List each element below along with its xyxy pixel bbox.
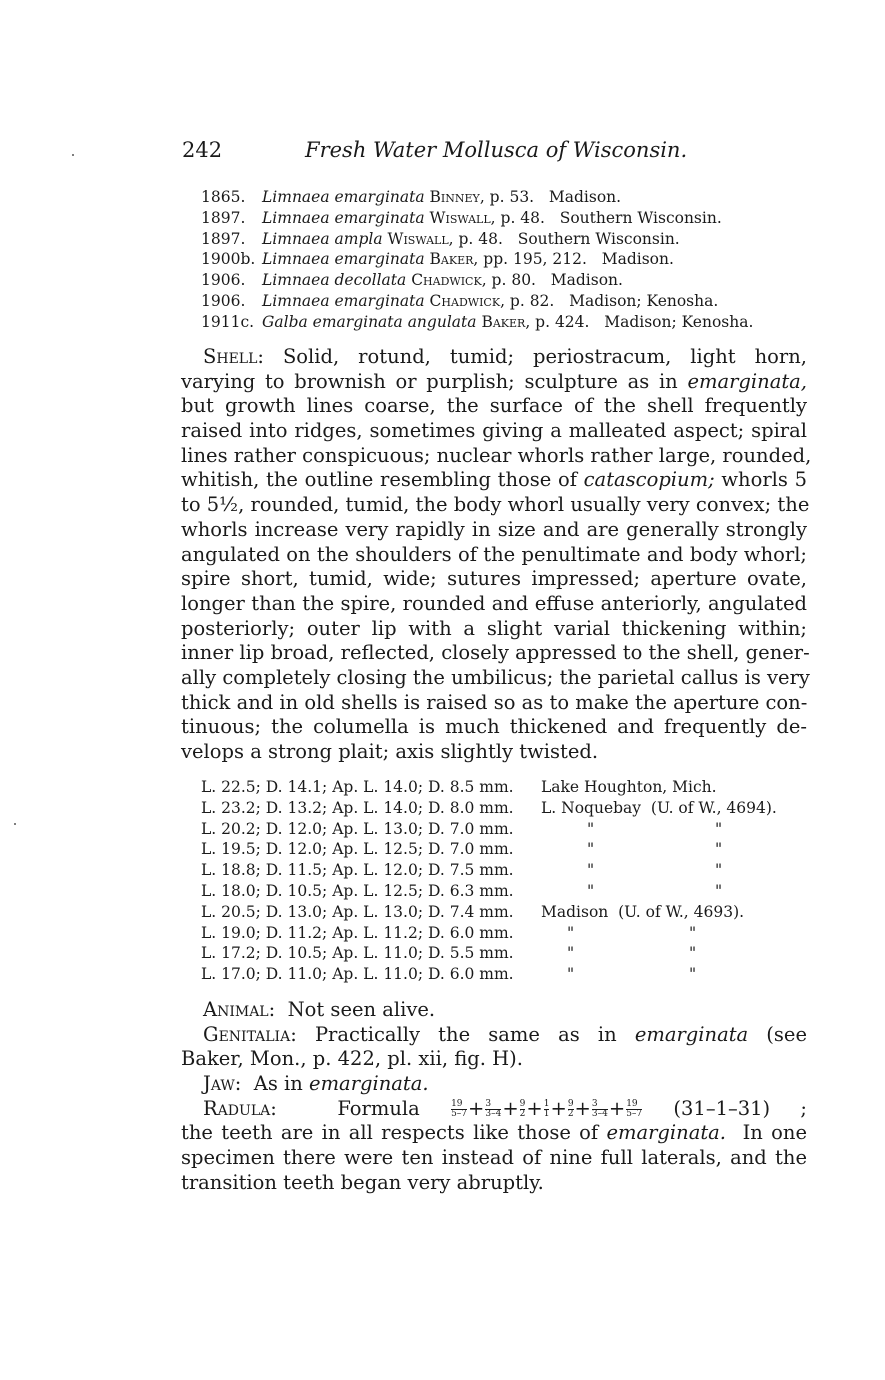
text-line: longer than the spire, rounded and effuse anteriorly, angulated <box>181 591 807 615</box>
line-text: Not seen alive. <box>287 998 436 1021</box>
formula-fraction: $\frac{3}{3-4}$ <box>485 1098 502 1119</box>
measurement-row <box>201 839 811 860</box>
locality: Lake Houghton, Mich. <box>541 778 717 796</box>
synonymy-entry <box>201 270 811 291</box>
author: Wiswall <box>429 208 491 227</box>
ditto-mark: " <box>715 819 723 838</box>
text-line: posteriorly; outer lip with a slight varial thickening within; <box>181 616 807 640</box>
formula-fraction: $\frac{19}{5-7}$ <box>451 1098 468 1119</box>
formula-fraction: $\frac{1}{1}$ <box>543 1098 550 1119</box>
line-text: whorls 5 <box>714 468 807 492</box>
reference: , p. 48. Southern Wisconsin. <box>448 229 680 248</box>
section-label: Radula: <box>203 1096 277 1120</box>
taxon-name: Galba emarginata angulata <box>262 312 477 331</box>
ditto-mark: " <box>689 965 697 984</box>
measurement-values: L. 17.0; D. 11.0; Ap. L. 11.0; D. 6.0 mm. <box>201 965 514 984</box>
section-label: Genitalia: <box>203 1022 297 1046</box>
measurement-row <box>201 819 811 840</box>
italic-term: catascopium; <box>583 468 715 492</box>
author: Wiswall <box>387 229 449 248</box>
formula-fraction: $\frac{9}{2}$ <box>519 1098 526 1119</box>
author: Baker <box>429 250 474 269</box>
locality: Madison (U. of W., 4693). <box>541 902 745 921</box>
synonymy-entry <box>201 312 811 333</box>
ditto-mark: " <box>587 881 595 900</box>
text-line: specimen there were ten instead of nine full laterals, and the <box>181 1146 807 1170</box>
entry-year: 1897. <box>201 208 246 227</box>
formula-fraction: $\frac{3}{3-4}$ <box>591 1098 608 1119</box>
entry-year: 1897. <box>201 229 246 248</box>
synonymy-entry <box>201 187 811 208</box>
measurement-values: L. 20.5; D. 13.0; Ap. L. 13.0; D. 7.4 mm. <box>201 902 514 921</box>
synonymy-list <box>201 187 811 333</box>
jaw-paragraph <box>181 1072 807 1097</box>
measurement-row <box>201 943 811 964</box>
radula-paragraph <box>181 1097 807 1122</box>
reference: , p. 53. Madison. <box>479 188 622 206</box>
entry-year: 1906. <box>201 291 246 310</box>
ditto-mark: " <box>715 881 723 900</box>
measurement-row <box>201 881 811 902</box>
text-line: lines rather conspicuous; nuclear whorls rather large, rounded, <box>181 443 812 467</box>
ditto-mark: " <box>567 944 575 963</box>
ditto-mark: " <box>567 923 575 942</box>
text-line: tinuous; the columella is much thickened and frequently de- <box>181 715 807 739</box>
line-text: varying to brownish or purplish; sculpture as in <box>181 369 688 393</box>
running-title: Fresh Water Mollusca of Wisconsin. <box>305 138 688 162</box>
ditto-mark: " <box>689 923 697 942</box>
text-line: velops a strong plait; axis slightly twisted. <box>181 740 599 763</box>
taxon-name: Limnaea emarginata <box>262 188 425 206</box>
text-line <box>181 345 807 370</box>
measurements-table <box>201 777 811 985</box>
ditto-mark: " <box>587 840 595 859</box>
line-text: Solid, rotund, tumid; periostracum, light horn, <box>282 345 807 368</box>
measurement-row <box>201 860 811 881</box>
ditto-mark: " <box>689 944 697 963</box>
text-line: Baker, Mon., p. 422, pl. xii, fig. H). <box>181 1047 523 1071</box>
scan-speck <box>72 154 74 156</box>
radula-formula: $\frac{19}{5-7}$ + $\frac{3}{3-4}$ + $\frac{9}{2}$ + $\frac{1}{1}$ + $\frac{9}{2}$ + $\frac{3}{3-4}$ + $\frac{19}{5-7}$ <box>451 1096 643 1120</box>
entry-year: 1911c. <box>201 312 255 331</box>
text-line <box>181 370 807 395</box>
author: Baker <box>481 312 526 331</box>
line-text: In one <box>726 1121 807 1145</box>
text-line: transition teeth began very abruptly. <box>181 1170 544 1194</box>
author: Chadwick <box>429 291 501 310</box>
page-header <box>182 136 807 164</box>
measurement-values: L. 17.2; D. 10.5; Ap. L. 11.0; D. 5.5 mm. <box>201 944 514 963</box>
ditto-mark: " <box>715 840 723 859</box>
reference: , p. 48. Southern Wisconsin. <box>490 208 722 227</box>
measurement-values: L. 20.2; D. 12.0; Ap. L. 13.0; D. 7.0 mm. <box>201 819 514 838</box>
section-label: Animal: <box>203 998 276 1021</box>
reference: , pp. 195, 212. Madison. <box>473 250 674 269</box>
taxon-name: Limnaea decollata <box>262 271 407 290</box>
measurement-values: L. 22.5; D. 14.1; Ap. L. 14.0; D. 8.5 mm. <box>201 778 514 796</box>
text-line: angulated on the shoulders of the penultimate and body whorl; <box>181 542 807 566</box>
reference: , p. 80. Madison. <box>481 271 623 290</box>
synonymy-entry <box>201 229 811 250</box>
taxon-name: Limnaea emarginata <box>262 208 425 227</box>
text-line: raised into ridges, sometimes giving a malleated aspect; spiral <box>181 419 807 443</box>
italic-term: emarginata, <box>687 369 807 393</box>
line-text: As in <box>253 1072 310 1096</box>
entry-year: 1865. <box>201 188 246 206</box>
measurement-values: L. 19.5; D. 12.0; Ap. L. 12.5; D. 7.0 mm. <box>201 840 514 859</box>
taxon-name: Limnaea ampla <box>262 229 383 248</box>
text-line: inner lip broad, reflected, closely appressed to the shell, gener- <box>181 641 810 665</box>
measurement-values: L. 18.8; D. 11.5; Ap. L. 12.0; D. 7.5 mm. <box>201 861 514 880</box>
line-text: Practically the same as in <box>314 1022 635 1046</box>
text-line <box>181 468 807 493</box>
taxon-name: Limnaea emarginata <box>262 291 425 310</box>
measurement-row <box>201 798 811 819</box>
italic-term: emarginata. <box>309 1072 429 1096</box>
measurement-values: L. 19.0; D. 11.2; Ap. L. 11.2; D. 6.0 mm. <box>201 923 514 942</box>
taxon-name: Limnaea emarginata <box>262 250 425 269</box>
section-label: Shell: <box>203 345 264 368</box>
author: Binney <box>429 188 480 206</box>
synonymy-entry <box>201 249 811 270</box>
measurement-values: L. 18.0; D. 10.5; Ap. L. 12.5; D. 6.3 mm. <box>201 881 514 900</box>
entry-year: 1900b. <box>201 250 256 269</box>
italic-term: emarginata <box>634 1022 749 1046</box>
animal-paragraph <box>181 998 807 1023</box>
line-text: (see <box>748 1022 807 1046</box>
text-line: spire short, tumid, wide; sutures impressed; aperture ovate, <box>181 567 807 591</box>
tooth-count: (31–1–31) ; <box>673 1096 808 1120</box>
page-number: 242 <box>182 138 223 162</box>
ditto-mark: " <box>587 819 595 838</box>
reference: , p. 82. Madison; Kenosha. <box>500 291 719 310</box>
line-text: whitish, the outline resembling those of <box>181 468 584 492</box>
ditto-mark: " <box>715 861 723 880</box>
scan-speck <box>14 823 16 825</box>
measurement-row <box>201 923 811 944</box>
text-line: to 5½, rounded, tumid, the body whorl usually very convex; the <box>181 493 810 517</box>
measurement-values: L. 23.2; D. 13.2; Ap. L. 14.0; D. 8.0 mm. <box>201 798 514 817</box>
shell-description <box>181 345 812 765</box>
italic-term: emarginata. <box>606 1121 726 1145</box>
text-line <box>181 1121 807 1146</box>
line-text: the teeth are in all respects like those of <box>181 1121 607 1145</box>
line-text: Formula <box>337 1096 420 1120</box>
measurement-row <box>201 964 811 985</box>
ditto-mark: " <box>587 861 595 880</box>
text-line: ally completely closing the umbilicus; the parietal callus is very <box>181 665 810 689</box>
ditto-mark: " <box>567 965 575 984</box>
genitalia-paragraph <box>181 1023 807 1048</box>
author: Chadwick <box>411 271 482 290</box>
entry-year: 1906. <box>201 271 246 290</box>
reference: , p. 424. Madison; Kenosha. <box>525 312 754 331</box>
formula-fraction: $\frac{9}{2}$ <box>567 1098 574 1119</box>
measurement-row <box>201 777 811 798</box>
locality: L. Noquebay (U. of W., 4694). <box>541 798 777 817</box>
synonymy-entry <box>201 291 811 312</box>
measurement-row <box>201 902 811 923</box>
text-line: thick and in old shells is raised so as to make the aperture con- <box>181 690 808 714</box>
text-line: whorls increase very rapidly in size and are generally strongly <box>181 517 807 541</box>
section-label: Jaw: <box>203 1072 242 1096</box>
synonymy-entry <box>201 208 811 229</box>
text-line: but growth lines coarse, the surface of the shell frequently <box>181 394 807 418</box>
formula-fraction: $\frac{19}{5-7}$ <box>626 1098 643 1119</box>
anatomy-notes <box>181 998 807 1196</box>
